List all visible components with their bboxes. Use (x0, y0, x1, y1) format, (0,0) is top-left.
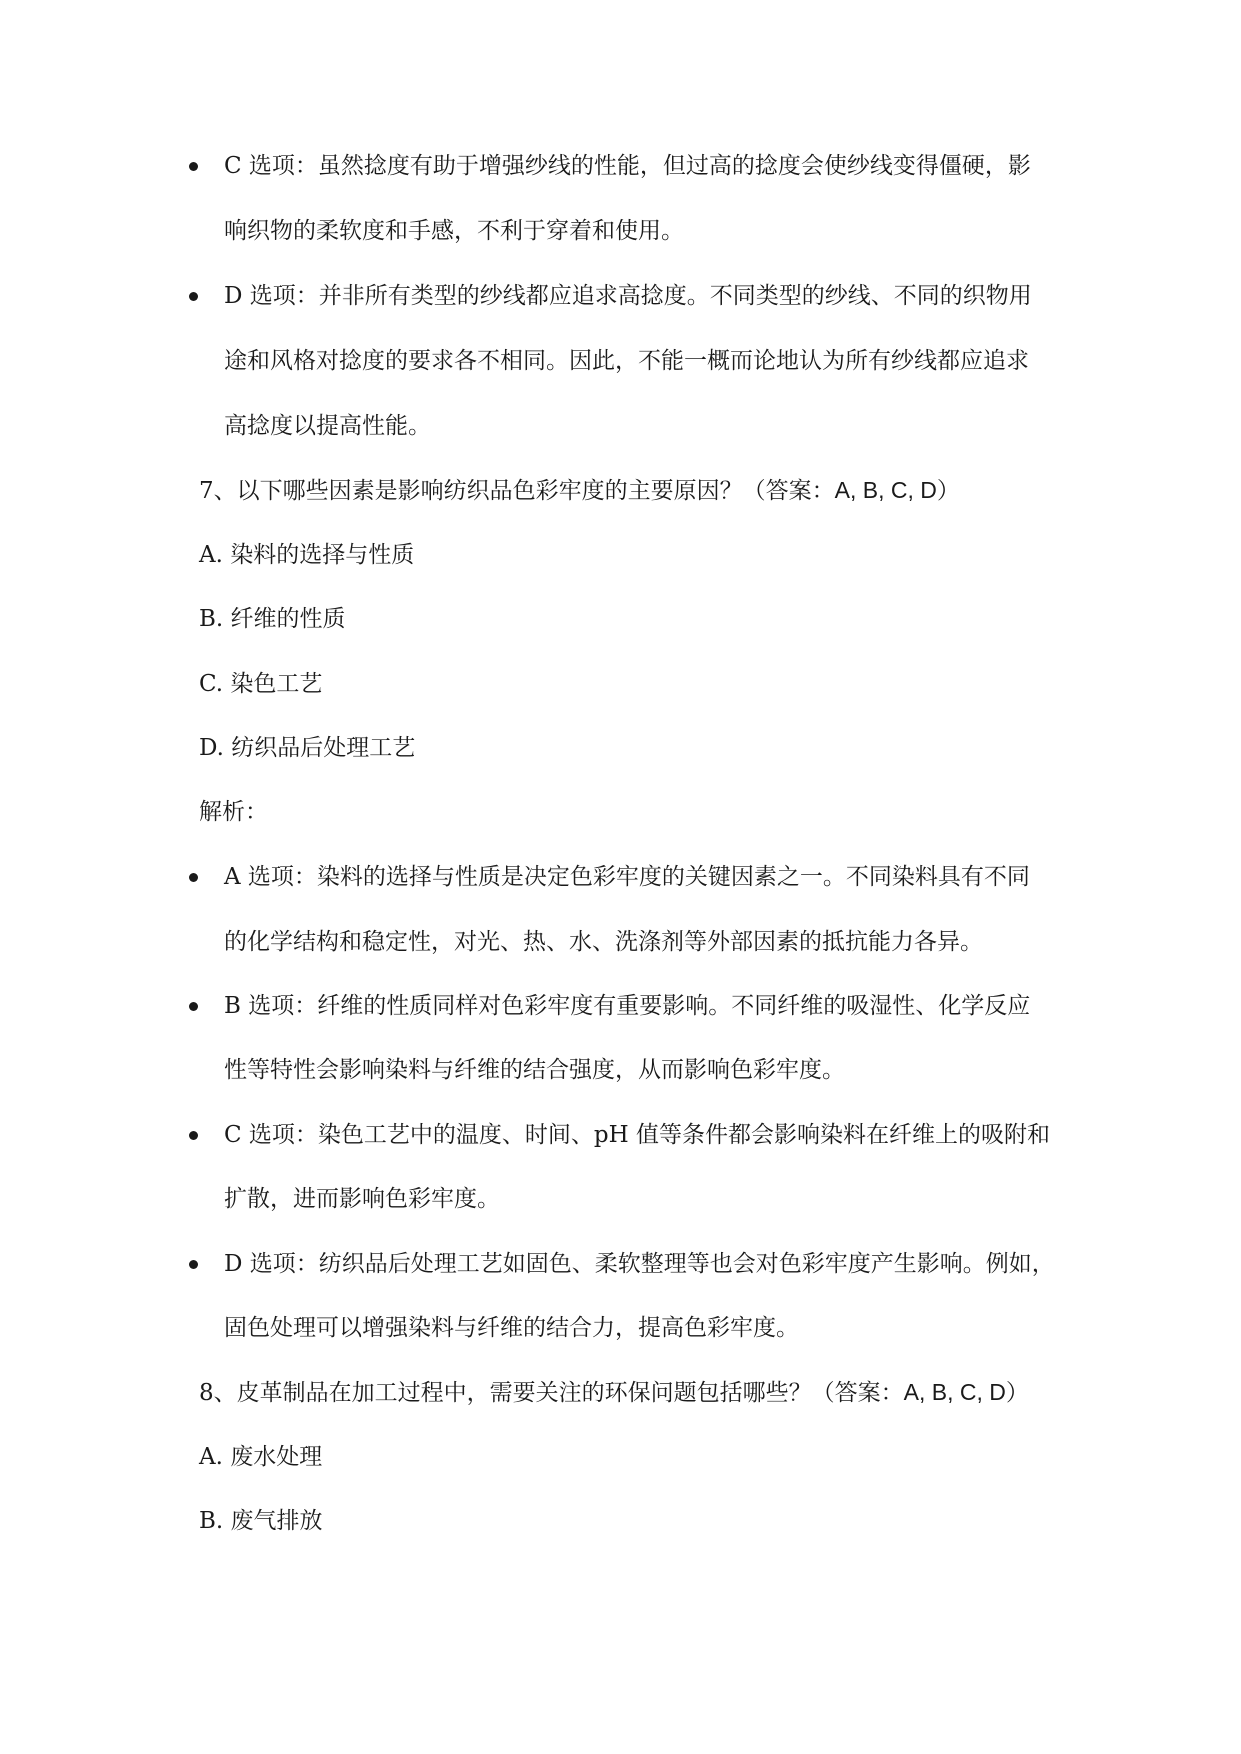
option-a: A. 废水处理 (199, 1444, 323, 1470)
answer-key: A, B, C, D (834, 477, 937, 503)
bullet-text-line: 高捻度以提高性能。 (224, 413, 431, 439)
bullet-dot (189, 162, 198, 171)
question-8 (199, 1377, 1029, 1408)
question-close: ） (936, 478, 960, 504)
bullet-text-line: B 选项：纤维的性质同样对色彩牢度有重要影响。不同纤维的吸湿性、化学反应 (224, 993, 1031, 1019)
bullet-dot (189, 873, 198, 882)
bullet-dot (189, 292, 198, 301)
bullet-text-line: 响织物的柔软度和手感，不利于穿着和使用。 (224, 218, 684, 244)
bullet-text-line: 途和风格对捻度的要求各不相同。因此，不能一概而论地认为所有纱线都应追求 (224, 348, 1029, 374)
bullet-text-line: 固色处理可以增强染料与纤维的结合力，提高色彩牢度。 (224, 1315, 799, 1341)
bullet-text-line: C 选项：染色工艺中的温度、时间、pH 值等条件都会影响染料在纤维上的吸附和 (224, 1122, 1051, 1148)
question-text: 8、皮革制品在加工过程中，需要关注的环保问题包括哪些？（答案： (199, 1380, 904, 1406)
bullet-text-line: C 选项：虽然捻度有助于增强纱线的性能，但过高的捻度会使纱线变得僵硬，影 (224, 153, 1031, 179)
option-a: A. 染料的选择与性质 (199, 542, 415, 568)
bullet-text-line: 性等特性会影响染料与纤维的结合强度，从而影响色彩牢度。 (224, 1057, 845, 1083)
question-text: 7、以下哪些因素是影响纺织品色彩牢度的主要原因？（答案： (199, 478, 835, 504)
question-7 (199, 475, 960, 506)
bullet-text-line: D 选项：并非所有类型的纱线都应追求高捻度。不同类型的纱线、不同的织物用 (224, 283, 1032, 309)
question-close: ） (1005, 1380, 1029, 1406)
answer-key: A, B, C, D (903, 1379, 1006, 1405)
bullet-text-line: A 选项：染料的选择与性质是决定色彩牢度的关键因素之一。不同染料具有不同 (224, 864, 1030, 890)
option-b: B. 废气排放 (199, 1508, 323, 1534)
bullet-text-line: 扩散，进而影响色彩牢度。 (224, 1186, 500, 1212)
bullet-dot (189, 1260, 198, 1269)
bullet-dot (189, 1002, 198, 1011)
bullet-text-line: D 选项：纺织品后处理工艺如固色、柔软整理等也会对色彩牢度产生影响。例如， (224, 1251, 1055, 1277)
bullet-text-line: 的化学结构和稳定性，对光、热、水、洗涤剂等外部因素的抵抗能力各异。 (224, 929, 983, 955)
option-c: C. 染色工艺 (199, 671, 323, 697)
analysis-label: 解析： (199, 799, 268, 825)
option-b: B. 纤维的性质 (199, 606, 346, 632)
bullet-dot (189, 1131, 198, 1140)
option-d: D. 纺织品后处理工艺 (199, 735, 416, 761)
